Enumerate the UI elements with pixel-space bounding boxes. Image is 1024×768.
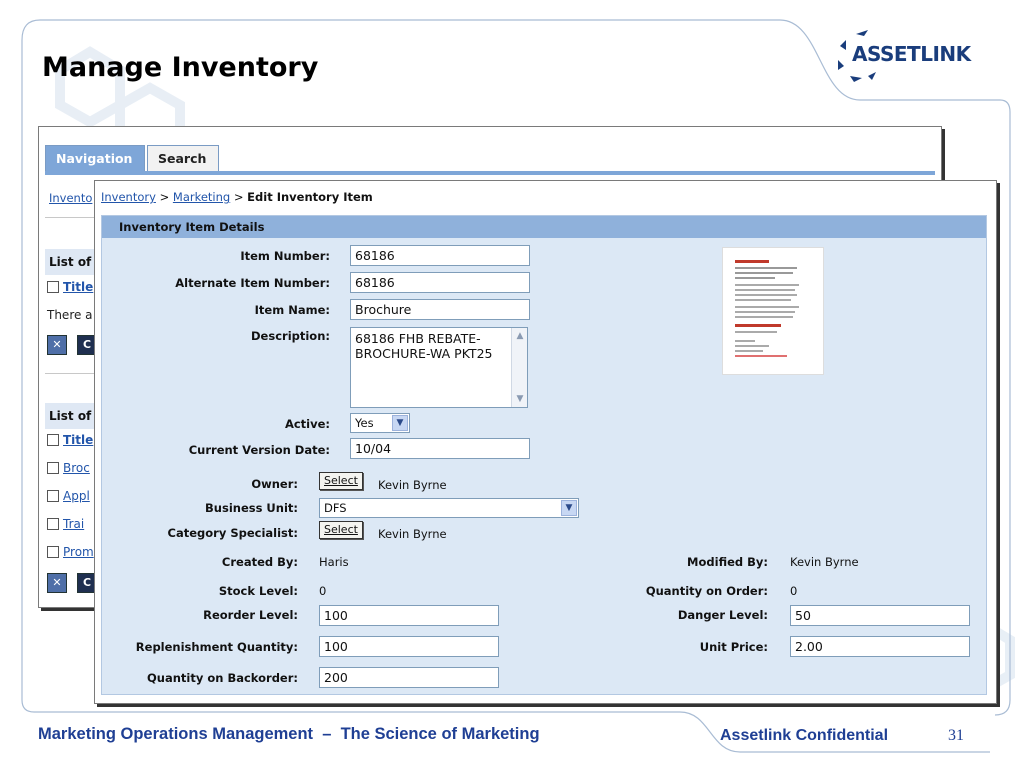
select-all-checkbox[interactable] [47,281,59,293]
category-specialist-label: Category Specialist: [167,526,298,540]
item-name-label: Item Name: [254,303,330,317]
list-item[interactable] [47,489,90,503]
title-column-link[interactable]: Title [63,280,94,294]
breadcrumb-separator: > [155,190,173,204]
replenishment-quantity-input[interactable]: 100 [319,636,499,657]
list-item-link[interactable]: Prom [63,545,94,559]
owner-label: Owner: [251,477,298,491]
slide-title: Manage Inventory [42,52,319,83]
breadcrumb-link-marketing[interactable]: Marketing [172,190,231,204]
unit-price-input[interactable]: 2.00 [790,636,970,657]
assetlink-logo [832,26,982,86]
title-column-link[interactable]: Title [63,433,94,447]
reorder-level-label: Reorder Level: [203,608,298,622]
footer-confidential: Assetlink Confidential [720,727,889,744]
active-label: Active: [284,417,330,431]
reorder-level-input[interactable]: 100 [319,605,499,626]
textarea-scrollbar[interactable] [511,328,527,407]
list-title-column[interactable] [47,433,93,447]
logo-text: ASSETLINK [852,42,971,66]
breadcrumb-current: Edit Inventory Item [247,190,373,204]
category-specialist-select-button[interactable]: Select [319,521,363,539]
row-checkbox[interactable] [47,490,59,502]
business-unit-select[interactable] [319,498,579,518]
row-checkbox[interactable] [47,518,59,530]
quantity-on-backorder-label: Quantity on Backorder: [147,671,298,685]
danger-level-input[interactable]: 50 [790,605,970,626]
select-all-checkbox[interactable] [47,434,59,446]
delete-icon[interactable]: ✕ [47,335,67,355]
chevron-down-icon[interactable]: ▼ [392,415,408,431]
list-item[interactable] [47,517,84,531]
owner-select-button[interactable]: Select [319,472,363,490]
tab-search[interactable]: Search [147,145,219,171]
modified-by-label: Modified By: [687,555,768,569]
danger-level-label: Danger Level: [677,608,768,622]
list-item-link[interactable]: Appl [63,489,90,503]
list-item-link[interactable]: Trai [63,517,85,531]
stock-level-value: 0 [319,584,327,598]
alt-item-number-input[interactable]: 68186 [350,272,530,293]
business-unit-select-value: DFS [324,501,347,515]
item-number-label: Item Number: [240,249,330,263]
unit-price-label: Unit Price: [699,640,768,654]
back-breadcrumb-link[interactable]: Invento [49,191,93,205]
business-unit-label: Business Unit: [205,501,298,515]
breadcrumb [101,190,373,204]
panel-header: Inventory Item Details [102,216,986,238]
quantity-on-backorder-input[interactable]: 200 [319,667,499,688]
active-select[interactable] [350,413,410,433]
quantity-on-order-label: Quantity on Order: [645,584,768,598]
chevron-down-icon[interactable]: ▼ [561,500,577,516]
tab-navigation[interactable]: Navigation [45,145,145,171]
list-item-link[interactable]: Broc [63,461,90,475]
quantity-on-order-value: 0 [790,584,798,598]
current-version-date-label: Current Version Date: [188,443,330,457]
list-item[interactable] [47,545,94,559]
current-version-date-input[interactable]: 10/04 [350,438,530,459]
scroll-up-icon[interactable]: ▲ [516,331,524,341]
modified-by-value: Kevin Byrne [790,555,859,569]
footer-tagline: Marketing Operations Management – The Science of Marketing [38,725,540,743]
delete-icon[interactable]: ✕ [47,573,67,593]
page-number: 31 [948,727,964,744]
tab-bar [39,127,941,175]
create-button[interactable]: C [77,335,97,355]
tab-underline [45,171,935,175]
description-text: 68186 FHB REBATE-BROCHURE-WA PKT25 [355,331,493,361]
list-title-column[interactable] [47,280,93,294]
create-button[interactable]: C [77,573,97,593]
list-header: List of [45,249,345,275]
active-select-value: Yes [355,416,374,430]
created-by-value: Haris [319,555,349,569]
owner-value: Kevin Byrne [378,478,447,492]
item-number-input[interactable]: 68186 [350,245,530,266]
breadcrumb-link-inventory[interactable]: Inventory [101,190,156,204]
alt-item-number-label: Alternate Item Number: [175,276,330,290]
item-name-input[interactable]: Brochure [350,299,530,320]
stock-level-label: Stock Level: [218,584,298,598]
row-checkbox[interactable] [47,546,59,558]
list-header: List of [45,403,345,429]
edit-inventory-window [94,180,997,704]
inventory-details-panel [101,215,987,695]
item-thumbnail-image [722,247,824,375]
replenishment-quantity-label: Replenishment Quantity: [135,640,298,654]
empty-list-text: There a [47,308,93,322]
description-label: Description: [251,329,330,343]
category-specialist-value: Kevin Byrne [378,527,447,541]
list-item[interactable] [47,461,90,475]
created-by-label: Created By: [221,555,298,569]
breadcrumb-separator: > [230,190,248,204]
scroll-down-icon[interactable]: ▼ [516,394,524,404]
description-textarea[interactable] [350,327,528,408]
row-checkbox[interactable] [47,462,59,474]
